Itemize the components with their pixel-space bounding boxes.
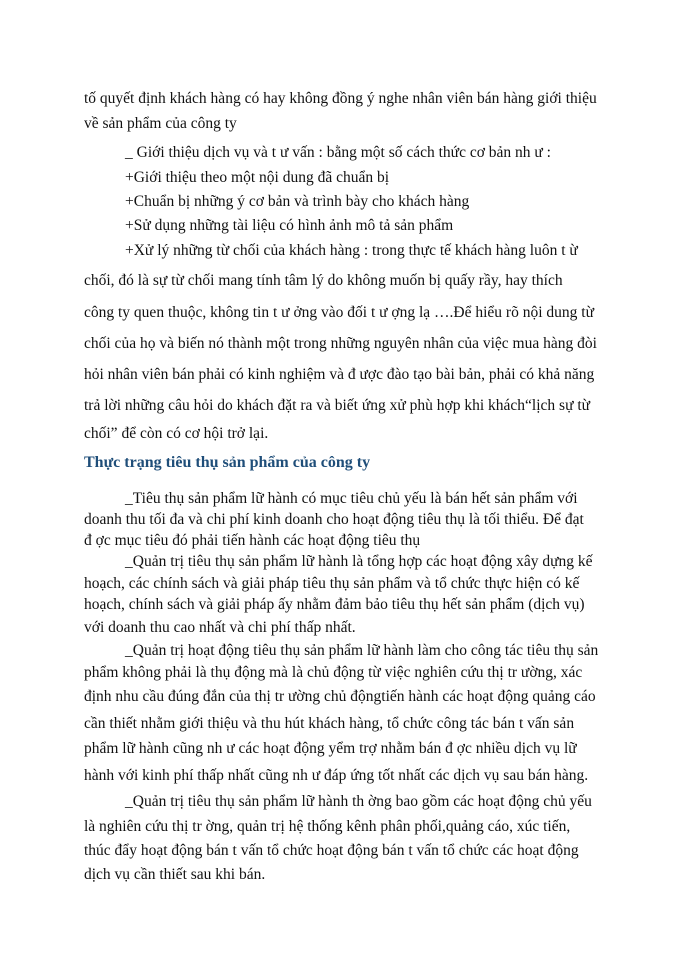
text-line: về sản phẩm của công ty [84, 115, 237, 132]
text-line: thúc đẩy hoạt động bán t vấn tổ chức hoạt động bán t vấn tổ chức các hoạt động [84, 842, 579, 859]
text-line: là nghiên cứu thị tr ờng, quản trị hệ thống kênh phân phối,quảng cáo, xúc tiến, [84, 818, 571, 835]
list-item: +Giới thiệu theo một nội dung đã chuẩn bị [125, 169, 390, 186]
text-line: trả lời những câu hỏi do khách đặt ra và biết ứng xử phù hợp khi khách“lịch sự từ [84, 397, 591, 414]
text-line: phẩm không phải là thụ động mà là chủ động từ việc nghiên cứu thị tr ường, xác [84, 664, 583, 681]
text-line: hoạch, các chính sách và giải pháp tiêu thụ sản phẩm và tổ chức thực hiện có kế [84, 575, 580, 592]
list-item: _ Giới thiệu dịch vụ và t ư vấn : bằng một số cách thức cơ bản nh ư : [125, 144, 551, 161]
text-line: doanh thu tối đa và chi phí kinh doanh cho hoạt động tiêu thụ là tối thiểu. Để đạt [84, 511, 584, 528]
text-line: _Quản trị tiêu thụ sản phẩm lữ hành th ờng bao gồm các hoạt động chủ yếu [125, 793, 592, 810]
text-line: chối của họ và biến nó thành một trong những nguyên nhân của việc mua hàng đòi [84, 335, 597, 352]
text-line: cần thiết nhằm giới thiệu và thu hút khách hàng, tổ chức công tác bán t vấn sản [84, 715, 575, 732]
text-line: công ty quen thuộc, không tin t ư ởng vào đối t ư ợng lạ ….Để hiểu rõ nội dung từ [84, 304, 594, 321]
list-item: +Chuẩn bị những ý cơ bản và trình bày cho khách hàng [125, 193, 470, 210]
text-line: hoạch, chính sách và giải pháp ấy nhằm đảm bảo tiêu thụ hết sản phẩm (dịch vụ) [84, 596, 585, 613]
text-line: định nhu cầu đúng đắn của thị tr ường chủ độngtiến hành các hoạt động quảng cáo [84, 688, 596, 705]
text-line: chối, đó là sự từ chối mang tính tâm lý do không muốn bị quấy rầy, hay thích [84, 272, 563, 289]
text-line: đ ợc mục tiêu đó phải tiến hành các hoạt động tiêu thụ [84, 532, 421, 549]
text-line: +Xử lý những từ chối của khách hàng : trong thực tế khách hàng luôn t ừ [125, 242, 578, 259]
text-line: _Tiêu thụ sản phẩm lữ hành có mục tiêu chủ yếu là bán hết sản phẩm với [125, 490, 578, 507]
text-line: _Quản trị hoạt động tiêu thụ sản phẩm lữ hành làm cho công tác tiêu thụ sản [125, 642, 599, 659]
text-line: phẩm lữ hành cũng nh ư các hoạt động yểm trợ nhằm bán đ ợc nhiều dịch vụ lữ [84, 740, 577, 757]
text-line: chối” để còn có cơ hội trở lại. [84, 425, 269, 442]
text-line: hành với kinh phí thấp nhất cũng nh ư đáp ứng tốt nhất các dịch vụ sau bán hàng. [84, 767, 589, 784]
text-line: _Quản trị tiêu thụ sản phẩm lữ hành là tổng hợp các hoạt động xây dựng kế [125, 553, 593, 570]
list-item: +Sử dụng những tài liệu có hình ảnh mô tả sản phẩm [125, 217, 454, 234]
text-line: với doanh thu cao nhất và chi phí thấp nhất. [84, 619, 356, 636]
text-line: dịch vụ cần thiết sau khi bán. [84, 866, 266, 883]
text-line: tố quyết định khách hàng có hay không đồng ý nghe nhân viên bán hàng giới thiệu [84, 90, 597, 107]
text-line: hỏi nhân viên bán phải có kinh nghiệm và đ ược đào tạo bài bản, phải có khả năng [84, 366, 595, 383]
section-heading: Thực trạng tiêu thụ sản phẩm của công ty [84, 454, 371, 471]
